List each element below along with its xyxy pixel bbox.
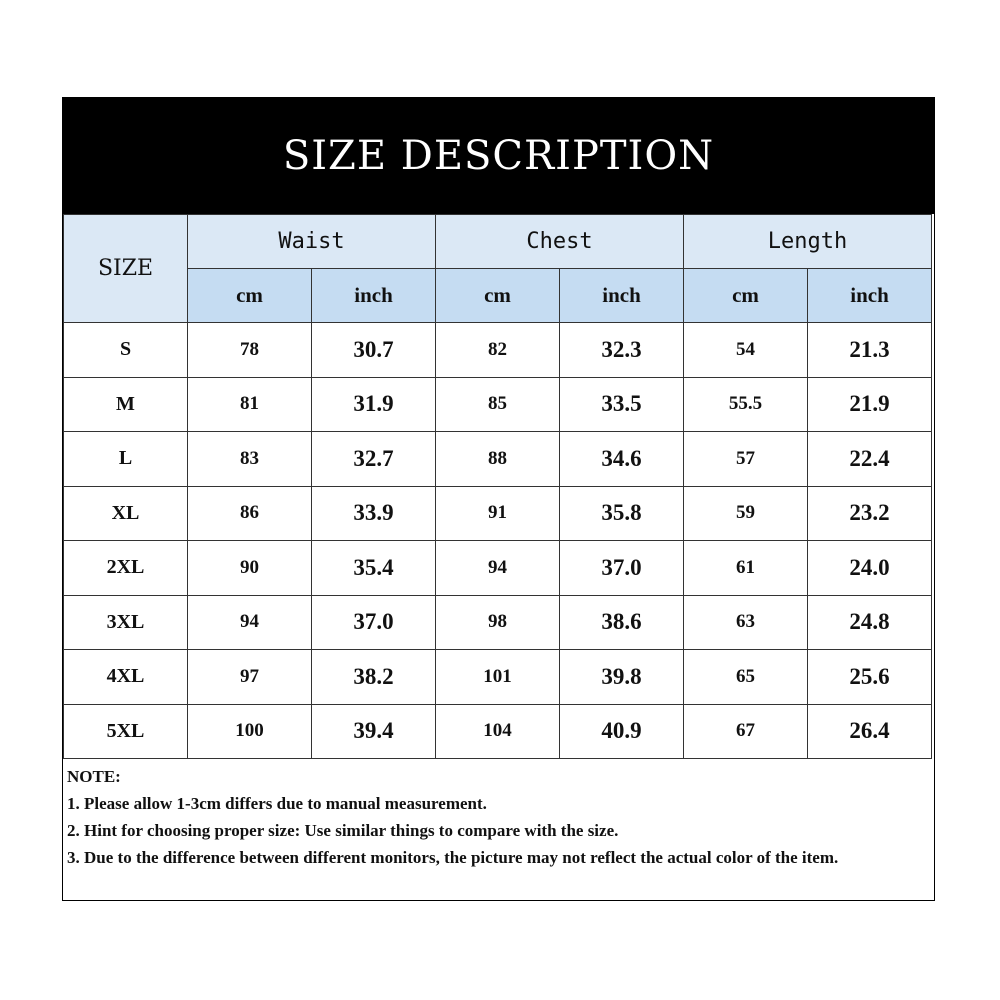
notes-section (67, 763, 933, 871)
measurement-cell: 54 (684, 323, 808, 378)
measurement-cell: 37.0 (560, 541, 684, 596)
table-row (64, 541, 932, 596)
size-label-cell: 4XL (64, 650, 188, 705)
measurement-cell: 90 (188, 541, 312, 596)
measurement-cell: 34.6 (560, 432, 684, 487)
measurement-cell: 33.9 (312, 486, 436, 541)
table-row (64, 432, 932, 487)
measurement-cell: 67 (684, 704, 808, 759)
measurement-cell: 24.0 (808, 541, 932, 596)
chest-header: Chest (436, 215, 684, 269)
table-row (64, 704, 932, 759)
size-table (63, 214, 932, 759)
measurement-cell: 39.4 (312, 704, 436, 759)
measurement-cell: 101 (436, 650, 560, 705)
note-item: 3. Due to the difference between different monitors, the picture may not reflect the actual color of the item. (67, 848, 839, 867)
measurement-cell: 32.3 (560, 323, 684, 378)
measurement-cell: 37.0 (312, 595, 436, 650)
measurement-cell: 88 (436, 432, 560, 487)
notes-heading: NOTE: (67, 767, 121, 786)
measurement-cell: 23.2 (808, 486, 932, 541)
title-banner (63, 98, 934, 214)
measurement-cell: 83 (188, 432, 312, 487)
measurement-cell: 82 (436, 323, 560, 378)
measurement-cell: 63 (684, 595, 808, 650)
unit-header: cm (684, 269, 808, 323)
measurement-cell: 94 (188, 595, 312, 650)
size-label-cell: L (64, 432, 188, 487)
table-row (64, 377, 932, 432)
unit-header: inch (560, 269, 684, 323)
measurement-cell: 22.4 (808, 432, 932, 487)
measurement-cell: 85 (436, 377, 560, 432)
note-item: 2. Hint for choosing proper size: Use similar things to compare with the size. (67, 821, 619, 840)
unit-header: cm (188, 269, 312, 323)
measurement-cell: 21.9 (808, 377, 932, 432)
measurement-cell: 104 (436, 704, 560, 759)
measurement-cell: 26.4 (808, 704, 932, 759)
measurement-cell: 25.6 (808, 650, 932, 705)
table-row (64, 486, 932, 541)
table-row (64, 323, 932, 378)
measurement-cell: 24.8 (808, 595, 932, 650)
measurement-cell: 100 (188, 704, 312, 759)
measurement-cell: 30.7 (312, 323, 436, 378)
size-label-cell: XL (64, 486, 188, 541)
measurement-cell: 97 (188, 650, 312, 705)
unit-header: inch (312, 269, 436, 323)
measurement-cell: 35.4 (312, 541, 436, 596)
table-row (64, 650, 932, 705)
measurement-cell: 32.7 (312, 432, 436, 487)
measurement-cell: 86 (188, 486, 312, 541)
measurement-cell: 38.2 (312, 650, 436, 705)
measurement-cell: 78 (188, 323, 312, 378)
measurement-cell: 31.9 (312, 377, 436, 432)
waist-header: Waist (188, 215, 436, 269)
note-item: 1. Please allow 1-3cm differs due to manual measurement. (67, 794, 487, 813)
measurement-cell: 38.6 (560, 595, 684, 650)
measurement-cell: 65 (684, 650, 808, 705)
measurement-cell: 35.8 (560, 486, 684, 541)
size-label-cell: 5XL (64, 704, 188, 759)
measurement-cell: 21.3 (808, 323, 932, 378)
measurement-cell: 39.8 (560, 650, 684, 705)
measurement-cell: 91 (436, 486, 560, 541)
table-row (64, 595, 932, 650)
measurement-cell: 59 (684, 486, 808, 541)
measurement-cell: 98 (436, 595, 560, 650)
measurement-cell: 57 (684, 432, 808, 487)
size-column-header: SIZE (64, 215, 188, 323)
measurement-cell: 33.5 (560, 377, 684, 432)
measurement-cell: 81 (188, 377, 312, 432)
length-header: Length (684, 215, 932, 269)
size-label-cell: M (64, 377, 188, 432)
page-title: SIZE DESCRIPTION (282, 133, 715, 179)
size-label-cell: S (64, 323, 188, 378)
measurement-cell: 55.5 (684, 377, 808, 432)
measurement-cell: 40.9 (560, 704, 684, 759)
measurement-cell: 94 (436, 541, 560, 596)
unit-header: inch (808, 269, 932, 323)
size-label-cell: 2XL (64, 541, 188, 596)
unit-header: cm (436, 269, 560, 323)
size-label-cell: 3XL (64, 595, 188, 650)
size-chart (62, 97, 935, 901)
measurement-cell: 61 (684, 541, 808, 596)
